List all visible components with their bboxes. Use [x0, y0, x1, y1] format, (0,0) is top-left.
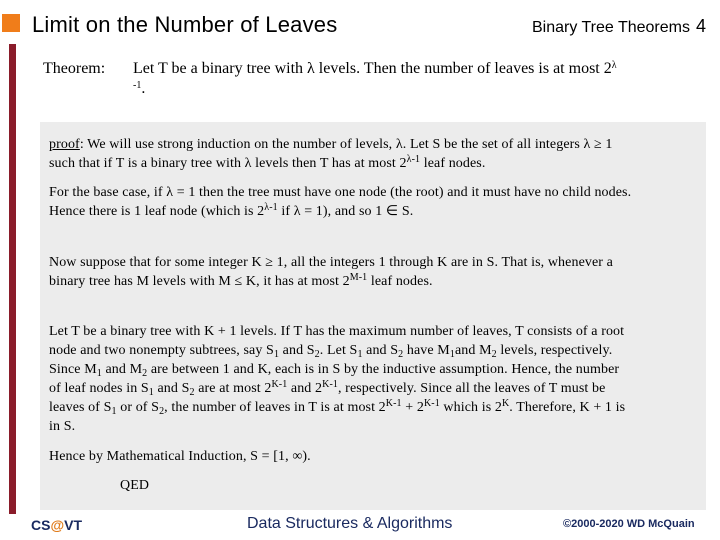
header-section [532, 16, 706, 37]
inductive-step-paragraph [49, 322, 625, 436]
slide-title: Limit on the Number of Leaves [32, 12, 338, 37]
step-text: , respectively. Since all the leaves of T must be [337, 381, 606, 396]
exponent: K-1 [271, 379, 288, 390]
subscript: 1 [96, 368, 102, 379]
step-text: or of S [116, 400, 160, 415]
exponent: K-1 [423, 398, 440, 409]
theorem-statement-continued [133, 80, 145, 98]
title-accent-square [2, 14, 20, 32]
exponent: K-1 [322, 379, 338, 390]
subscript: 2 [159, 406, 165, 417]
step-text: , the number of leaves in T is at most 2 [164, 400, 386, 415]
inductive-hypothesis-paragraph [49, 253, 613, 291]
proof-text: : We will use strong induction on the number of levels, λ. Let S be the set of all integers λ ≥ 1 [79, 137, 613, 152]
step-text: node and two nonempty subtrees, say S [49, 343, 274, 358]
base-case-paragraph [49, 183, 631, 221]
subscript: 1 [148, 387, 154, 398]
base-case-line: For the base case, if λ = 1 then the tree must have one node (the root) and it must have no child nodes. [49, 185, 632, 200]
step-text: and S [362, 343, 399, 358]
step-text: + 2 [401, 400, 424, 415]
step-text: Since M [49, 362, 97, 377]
theorem-exponent-cont: -1 [133, 80, 142, 91]
step-text: have M [403, 343, 450, 358]
step-line [49, 341, 625, 360]
proof-text: such that if T is a binary tree with λ levels then T has at most 2 [49, 156, 407, 171]
exponent: λ-1 [406, 154, 421, 165]
theorem-label: Theorem: [43, 60, 106, 77]
step-line [49, 379, 625, 398]
step-text: and M [454, 343, 492, 358]
subscript: 1 [273, 349, 280, 360]
footer-course-logo [31, 517, 82, 533]
subscript: 1 [449, 349, 455, 360]
proof-word: proof [49, 137, 80, 152]
step-text: . Let S [319, 343, 358, 358]
subscript: 1 [111, 406, 117, 417]
hypothesis-text: leaf nodes. [367, 274, 433, 289]
footer-at: @ [50, 517, 65, 533]
step-text: which is 2 [439, 400, 502, 415]
page-number: 4 [695, 16, 706, 36]
step-text: and S [279, 343, 315, 358]
subscript: 1 [357, 349, 363, 360]
qed-mark: QED [120, 478, 150, 493]
step-line [49, 398, 625, 417]
conclusion-paragraph: Hence by Mathematical Induction, S = [1, ∞). [49, 449, 311, 464]
theorem-end: . [141, 80, 146, 97]
proof-paragraph-1 [49, 135, 613, 173]
proof-line [49, 154, 613, 173]
subscript: 2 [142, 368, 148, 379]
left-accent-bar [9, 44, 16, 514]
exponent: λ-1 [264, 202, 278, 213]
step-text: are between 1 and K, each is in S by the inductive assumption. Hence, the number [147, 362, 620, 377]
step-text: and M [101, 362, 143, 377]
step-text: . Therefore, K + 1 is [509, 400, 626, 415]
base-case-line [49, 202, 631, 221]
exponent: K [501, 398, 510, 409]
base-text: Hence there is 1 leaf node (which is 2 [49, 204, 265, 219]
section-name: Binary Tree Theorems [531, 19, 690, 36]
proof-text: leaf nodes. [420, 156, 486, 171]
step-text: and 2 [287, 381, 323, 396]
hypothesis-line [49, 272, 613, 291]
footer-copyright: ©2000-2020 WD McQuain [563, 518, 695, 530]
step-text: leaves of S [49, 400, 112, 415]
subscript: 2 [314, 349, 320, 360]
hypothesis-text: binary tree has M levels with M ≤ K, it has at most 2 [49, 274, 350, 289]
step-line: Let T be a binary tree with K + 1 levels. If T has the maximum number of leaves, T consists of a root [49, 324, 625, 339]
hypothesis-line: Now suppose that for some integer K ≥ 1, all the integers 1 through K are in S. That is, whenever a [49, 255, 613, 270]
step-text: and S [153, 381, 190, 396]
theorem-statement [133, 60, 617, 78]
step-line: in S. [49, 419, 76, 434]
exponent: K-1 [385, 398, 402, 409]
step-text: are at most 2 [194, 381, 272, 396]
step-text: of leaf nodes in S [49, 381, 149, 396]
footer-cs: CS [31, 517, 51, 533]
step-text: levels, respectively. [496, 343, 613, 358]
theorem-exponent: λ [611, 60, 617, 71]
proof-line [49, 135, 613, 154]
footer-vt: VT [64, 517, 82, 533]
subscript: 2 [491, 349, 497, 360]
subscript: 2 [398, 349, 404, 360]
subscript: 2 [189, 387, 195, 398]
exponent: M-1 [349, 272, 368, 283]
theorem-text: Let T be a binary tree with λ levels. Then the number of leaves is at most 2 [133, 60, 612, 77]
footer-course-title: Data Structures & Algorithms [247, 515, 453, 532]
base-text: if λ = 1), and so 1 ∈ S. [277, 204, 414, 219]
step-line [49, 360, 625, 379]
